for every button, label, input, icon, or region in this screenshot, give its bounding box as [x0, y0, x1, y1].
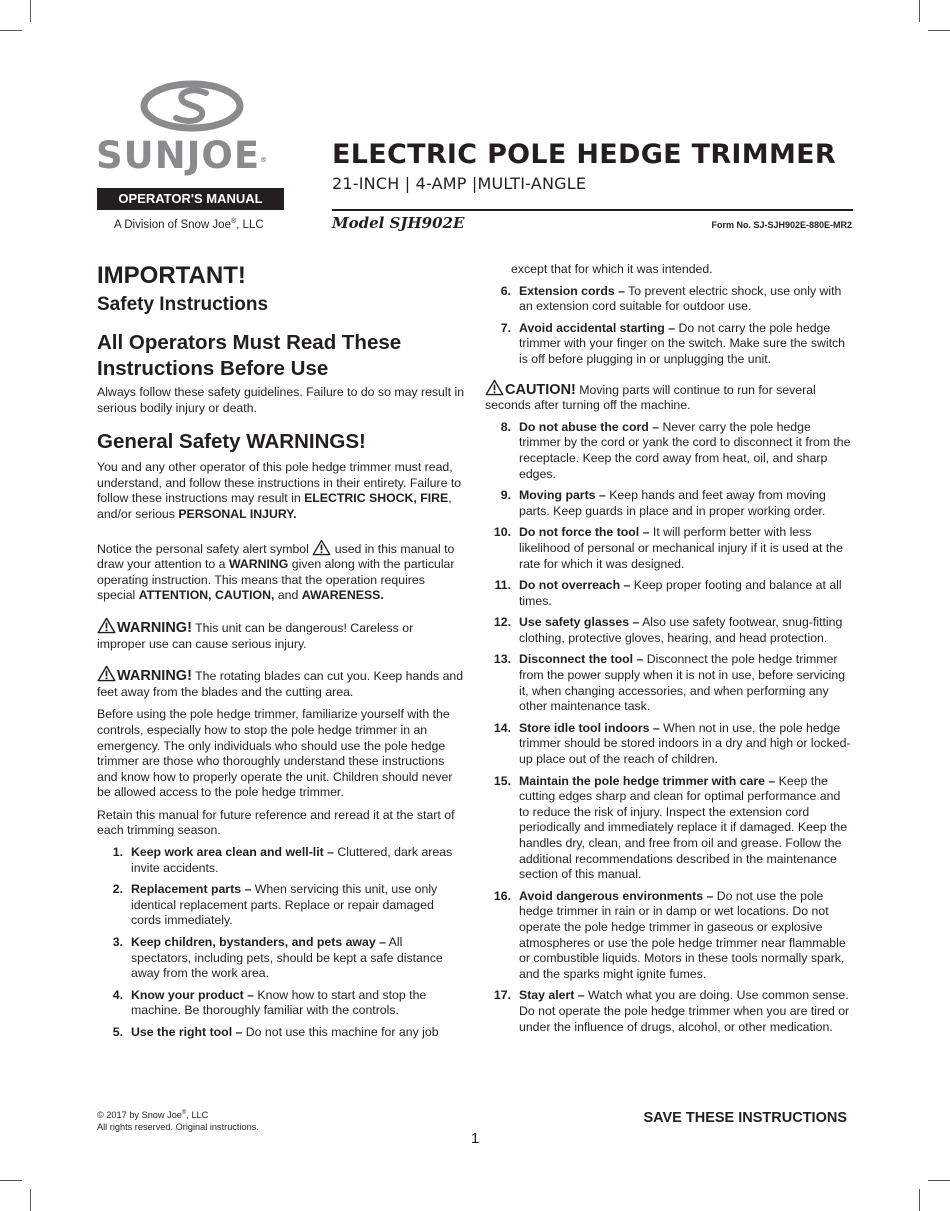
item-text	[519, 774, 853, 883]
notice-emphasis: WARNING	[228, 557, 289, 572]
operators-manual-label: OPERATOR'S MANUAL	[97, 188, 284, 210]
item-title: Disconnect the tool –	[519, 652, 644, 667]
crop-mark	[928, 1180, 950, 1181]
item-text	[519, 615, 853, 646]
logo-icon	[140, 80, 244, 132]
header-rule	[332, 209, 853, 211]
item-text	[519, 988, 853, 1035]
copyright-suffix: , LLC	[186, 1110, 209, 1121]
right-instruction-list	[485, 284, 853, 368]
notice-emphasis: AWARENESS.	[301, 588, 384, 603]
item-number: 7.	[500, 320, 511, 335]
item-text	[131, 988, 465, 1019]
list-item	[485, 615, 853, 646]
item-number: 1.	[112, 845, 123, 860]
notice-text: and	[274, 588, 302, 603]
item-body: Do not carry the pole hedge trimmer with your finger on the switch. Make sure the switch is off before plugging in or unplugging the unit.	[519, 320, 845, 366]
save-instructions: SAVE THESE INSTRUCTIONS	[643, 1110, 847, 1126]
item-text	[131, 935, 465, 982]
item-body: Keep hands and feet away from moving parts. Keep guards in place and in proper working order.	[519, 488, 826, 518]
notice-text: Notice the personal safety alert symbol	[97, 541, 313, 556]
list-item	[485, 578, 853, 609]
general-emphasis: PERSONAL INJURY.	[178, 506, 297, 521]
item-title: Store idle tool indoors –	[519, 720, 660, 735]
all-operators-line: All Operators Must Read These	[97, 331, 402, 354]
item-title: Keep work area clean and well-lit –	[131, 845, 334, 860]
list-item	[485, 488, 853, 519]
notice-text: given along with the particular operating instruction. This means that the operation requires special	[97, 557, 455, 603]
left-instruction-list	[97, 845, 465, 1041]
item-body: Do not use the pole hedge trimmer in rain or in damp or wet locations. Do not operate the pole hedge trimmer in gaseous or explosive atmospheres or use the pole hedge trimmer near flammable or combustible liquids. Motors in these tools normally spark, and the sparks might ignite fumes.	[519, 888, 846, 981]
warning-icon	[97, 665, 116, 682]
item-text	[519, 578, 853, 609]
caution-text: Moving parts will continue to run for several seconds after turning off the machine.	[485, 382, 816, 413]
item-text	[519, 321, 853, 368]
list-item	[485, 774, 853, 883]
item-number: 16.	[493, 888, 511, 903]
item-text	[131, 845, 465, 876]
list-item	[485, 721, 853, 768]
warning-label: WARNING!	[117, 668, 192, 685]
item-body: Keep the cutting edges sharp and clean for optimal performance and to reduce the risk of injury. Inspect the extension cord periodically and immediately replace it if damaged. Keep the handles dry, clean, and free from oil and grease. Follow the additional recommendations described in the maintenance section of this manual.	[519, 773, 848, 882]
item-text	[519, 889, 853, 983]
item-number: 2.	[112, 882, 123, 897]
caution-icon	[485, 379, 504, 396]
item-body: All spectators, including pets, should be kept a safe distance away from the work area.	[131, 935, 443, 981]
item-body: Disconnect the pole hedge trimmer from the power supply when it is not in use, before servicing it, when changing accessories, and when performing any other maintenance task.	[519, 652, 846, 714]
notice-paragraph	[97, 539, 465, 604]
item-number: 17.	[493, 988, 511, 1003]
item-number: 4.	[112, 987, 123, 1002]
caution-label: CAUTION!	[505, 381, 576, 398]
item-title: Stay alert –	[519, 988, 585, 1003]
general-text: You and any other operator of this pole hedge trimmer must read, understand, and follow these instructions in their entirety. Failure to follow these instructions may result in	[97, 460, 462, 506]
item-text	[519, 420, 853, 482]
crop-mark	[30, 1189, 31, 1211]
warning-label: WARNING!	[117, 619, 192, 636]
crop-mark	[0, 1180, 22, 1181]
item-body: Cluttered, dark areas invite accidents.	[131, 845, 453, 875]
crop-mark	[919, 1189, 920, 1211]
all-operators-line: Instructions Before Use	[97, 357, 329, 380]
list-item	[485, 525, 853, 572]
general-paragraph	[97, 460, 465, 522]
copyright-prefix: © 2017 by Snow Joe	[97, 1110, 182, 1121]
notice-text: used in this manual to draw your attention to a	[97, 541, 455, 572]
item-body: Also use safety footwear, snug-fitting clothing, protective gloves, hearing, and head protection.	[519, 615, 843, 645]
list-item	[97, 935, 465, 982]
item-title: Moving parts –	[519, 488, 606, 503]
warning-text: The rotating blades can cut you. Keep hands and feet away from the blades and the cutting area.	[97, 669, 464, 699]
general-safety-heading: General Safety WARNINGS!	[97, 430, 366, 454]
all-operators-heading	[97, 330, 465, 382]
item-text	[131, 1025, 465, 1041]
item-title: Maintain the pole hedge trimmer with care –	[519, 773, 776, 788]
right-column	[485, 262, 853, 1035]
division-text	[114, 218, 264, 231]
caution-block	[485, 379, 853, 414]
warning-text: This unit can be dangerous! Careless or improper use can cause serious injury.	[97, 620, 414, 651]
crop-mark	[0, 30, 22, 31]
item-body: When servicing this unit, use only identical replacement parts. Replace or repair damaged cords immediately.	[131, 882, 438, 928]
crop-mark	[919, 0, 920, 22]
list-item	[97, 845, 465, 876]
item-body: Never carry the pole hedge trimmer by the cord or yank the cord to disconnect it from the receptacle. Keep the cord away from heat, oil, and sharp edges.	[519, 419, 851, 481]
item-number: 9.	[500, 488, 511, 503]
item-text	[131, 882, 465, 929]
item-title: Use safety glasses –	[519, 615, 640, 630]
item-title: Do not force the tool –	[519, 525, 650, 540]
item-title: Avoid accidental starting –	[519, 320, 676, 335]
before-using-paragraph: Before using the pole hedge trimmer, familiarize yourself with the controls, especially how to stop the pole hedge trimmer in an emergency. The only individuals who should use the pole hedge trimmer are those who thoroughly understand these instructions and know how to properly operate the unit. Children should never be allowed access to the pole hedge trimmer.	[97, 707, 453, 800]
right-instruction-list	[485, 420, 853, 1035]
item-body: When not in use, the pole hedge trimmer should be stored indoors in a dry and high or locked-up place out of the reach of children.	[519, 720, 851, 767]
item-body: Know how to start and stop the machine. Be thoroughly familiar with the controls.	[131, 987, 427, 1018]
item-text	[519, 721, 853, 768]
division-suffix: , LLC	[236, 218, 264, 231]
item-body: To prevent electric shock, use only with an extension cord suitable for outdoor use.	[519, 283, 842, 314]
list-item	[485, 321, 853, 368]
list-item	[485, 889, 853, 983]
retain-paragraph: Retain this manual for future reference and reread it at the start of each trimming season.	[97, 807, 455, 838]
registered-mark: ®	[181, 1110, 187, 1116]
copyright-line	[97, 1107, 259, 1121]
brand-wordmark	[96, 136, 267, 176]
list-item	[485, 420, 853, 482]
list-item	[97, 1025, 465, 1041]
page-number: 1	[470, 1130, 480, 1147]
warning-block	[97, 665, 465, 700]
item-number: 3.	[112, 935, 123, 950]
item-title: Replacement parts –	[131, 882, 252, 897]
list-item	[97, 988, 465, 1019]
general-emphasis: ELECTRIC SHOCK, FIRE	[304, 491, 449, 506]
item-number: 13.	[493, 652, 511, 667]
item-number: 15.	[493, 773, 511, 788]
model-number: Model SJH902E	[332, 214, 465, 232]
continuation-text: except that for which it was intended.	[511, 262, 713, 276]
item-title: Do not abuse the cord –	[519, 419, 660, 434]
list-item	[485, 284, 853, 315]
item-title: Keep children, bystanders, and pets away –	[131, 935, 386, 950]
rights-line: All rights reserved. Original instructions.	[97, 1122, 259, 1133]
crop-mark	[30, 0, 31, 22]
safety-instructions-heading: Safety Instructions	[97, 294, 269, 315]
item-title: Extension cords –	[519, 283, 625, 298]
item-body: Keep proper footing and balance at all times.	[519, 578, 842, 608]
item-number: 5.	[112, 1025, 123, 1039]
item-number: 8.	[500, 419, 511, 434]
item-text	[519, 652, 853, 714]
item-body: Watch what you are doing. Use common sense. Do not operate the pole hedge trimmer when you are tired or under the influence of drugs, alcohol, or other medication.	[519, 988, 850, 1034]
warning-block	[97, 617, 465, 652]
item-text	[519, 488, 853, 519]
left-column	[97, 262, 465, 1041]
notice-emphasis: ATTENTION, CAUTION,	[138, 588, 275, 603]
list-item	[485, 652, 853, 714]
item-body: It will perform better with less likelihood of personal or mechanical injury if it is used at the rate for which it was designed.	[519, 525, 843, 571]
item-number: 11.	[494, 578, 511, 593]
item-title: Avoid dangerous environments –	[519, 888, 714, 903]
item-number: 14.	[493, 720, 511, 735]
item-body: Do not use this machine for any job	[242, 1025, 439, 1039]
crop-mark	[928, 30, 950, 31]
safety-alert-icon	[312, 539, 331, 556]
important-heading: IMPORTANT!	[97, 262, 246, 289]
list-item	[485, 988, 853, 1035]
division-prefix: A Division of Snow Joe	[114, 218, 231, 231]
item-title: Do not overreach –	[519, 578, 631, 593]
item-text	[519, 284, 853, 315]
warning-icon	[97, 617, 116, 634]
item-text	[519, 525, 853, 572]
item-title: Know your product –	[131, 987, 254, 1002]
brand-name: SUNJOE	[96, 134, 261, 177]
document-title: ELECTRIC POLE HEDGE TRIMMER	[332, 139, 836, 170]
registered-mark: ®	[260, 156, 268, 164]
item-number: 6.	[500, 283, 511, 298]
list-item	[97, 882, 465, 929]
document-subtitle: 21-INCH | 4-AMP |MULTI-ANGLE	[332, 174, 587, 193]
item-number: 12.	[493, 615, 511, 630]
always-follow-text: Always follow these safety guidelines. Failure to do so may result in serious bodily injury or death.	[97, 385, 465, 415]
item-number: 10.	[493, 525, 511, 540]
form-number: Form No. SJ-SJH902E-880E-MR2	[711, 220, 852, 230]
general-text: , and/or serious	[97, 491, 452, 521]
item-title: Use the right tool –	[131, 1025, 243, 1039]
registered-mark: ®	[230, 218, 237, 225]
